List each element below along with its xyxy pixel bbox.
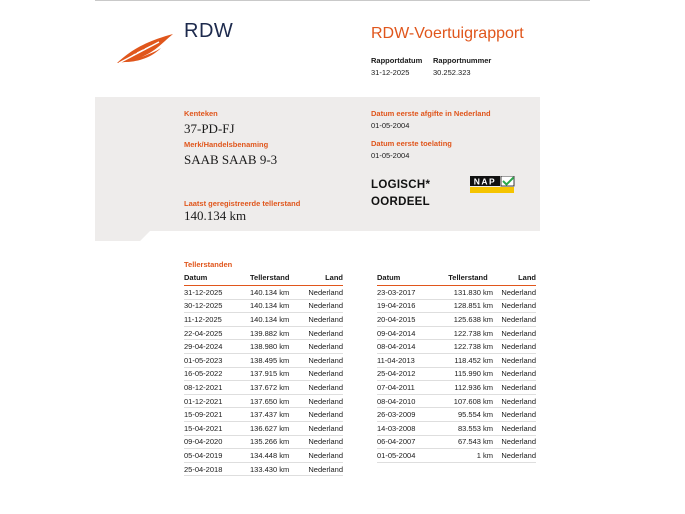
cell-tellerstand: 138.980 km [250, 340, 300, 354]
cell-datum: 07-04-2011 [377, 381, 443, 395]
col-datum: Datum [377, 272, 443, 286]
cell-datum: 29-04-2024 [184, 340, 250, 354]
cell-tellerstand: 137.650 km [250, 394, 300, 408]
first-admission-value: 01-05-2004 [371, 151, 410, 160]
cell-datum: 01-05-2004 [377, 449, 443, 463]
cell-datum: 09-04-2020 [184, 435, 250, 449]
table-row [184, 340, 343, 354]
cell-land: Nederland [493, 394, 536, 408]
cell-tellerstand: 135.266 km [250, 435, 300, 449]
cell-tellerstand: 136.627 km [250, 421, 300, 435]
col-tellerstand: Tellerstand [250, 272, 300, 286]
kenteken-label: Kenteken [184, 109, 218, 118]
cell-datum: 11-04-2013 [377, 353, 443, 367]
table-header-row [184, 272, 343, 286]
cell-land: Nederland [300, 353, 343, 367]
table-row [377, 286, 536, 300]
nap-logo-icon [470, 176, 516, 194]
top-divider [95, 0, 590, 1]
report-date-block [371, 56, 422, 77]
table-row [184, 326, 343, 340]
cell-tellerstand: 115.990 km [443, 367, 493, 381]
cell-land: Nederland [300, 286, 343, 300]
cell-tellerstand: 83.553 km [443, 421, 493, 435]
cell-tellerstand: 95.554 km [443, 408, 493, 422]
table-row [377, 381, 536, 395]
rdw-feather-logo-icon [115, 30, 175, 66]
table-row [184, 286, 343, 300]
cell-land: Nederland [300, 340, 343, 354]
cell-land: Nederland [300, 462, 343, 476]
table-row [184, 394, 343, 408]
table-row [184, 449, 343, 463]
col-tellerstand: Tellerstand [443, 272, 493, 286]
cell-land: Nederland [300, 299, 343, 313]
cell-datum: 22-04-2025 [184, 326, 250, 340]
cell-tellerstand: 128.851 km [443, 299, 493, 313]
table-row [184, 421, 343, 435]
cell-datum: 30-12-2025 [184, 299, 250, 313]
cell-land: Nederland [300, 326, 343, 340]
cell-land: Nederland [300, 381, 343, 395]
cell-datum: 05-04-2019 [184, 449, 250, 463]
cell-land: Nederland [493, 381, 536, 395]
teller-value: 140.134 km [184, 208, 247, 223]
cell-tellerstand: 137.672 km [250, 381, 300, 395]
cell-tellerstand: 137.915 km [250, 367, 300, 381]
first-issue-value: 01-05-2004 [371, 121, 410, 130]
cell-land: Nederland [493, 340, 536, 354]
teller-label: Laatst geregistreerde tellerstand [184, 199, 301, 208]
cell-datum: 20-04-2015 [377, 313, 443, 327]
odometer-table-right [377, 272, 536, 463]
cell-land: Nederland [493, 435, 536, 449]
table-row [377, 353, 536, 367]
cell-land: Nederland [493, 421, 536, 435]
cell-tellerstand: 107.608 km [443, 394, 493, 408]
cell-land: Nederland [493, 449, 536, 463]
cell-datum: 25-04-2012 [377, 367, 443, 381]
cell-tellerstand: 140.134 km [250, 286, 300, 300]
cell-datum: 08-04-2014 [377, 340, 443, 354]
cell-datum: 15-09-2021 [184, 408, 250, 422]
cell-datum: 14-03-2008 [377, 421, 443, 435]
cell-land: Nederland [493, 286, 536, 300]
table-row [377, 435, 536, 449]
cell-land: Nederland [300, 408, 343, 422]
cell-land: Nederland [493, 408, 536, 422]
verdict-line1: LOGISCH* [371, 179, 431, 191]
cell-tellerstand: 138.495 km [250, 353, 300, 367]
cell-tellerstand: 137.437 km [250, 408, 300, 422]
cell-tellerstand: 122.738 km [443, 340, 493, 354]
table-row [377, 394, 536, 408]
cell-land: Nederland [300, 394, 343, 408]
table-row [184, 353, 343, 367]
cell-land: Nederland [300, 435, 343, 449]
cell-datum: 19-04-2016 [377, 299, 443, 313]
brand-name: RDW [184, 20, 234, 42]
col-land: Land [493, 272, 536, 286]
cell-datum: 01-12-2021 [184, 394, 250, 408]
odometer-table-left [184, 272, 343, 476]
col-land: Land [300, 272, 343, 286]
cell-tellerstand: 118.452 km [443, 353, 493, 367]
table-row [184, 313, 343, 327]
cell-tellerstand: 140.134 km [250, 299, 300, 313]
cell-land: Nederland [493, 326, 536, 340]
cell-datum: 23-03-2017 [377, 286, 443, 300]
table-row [377, 367, 536, 381]
cell-tellerstand: 122.738 km [443, 326, 493, 340]
cell-tellerstand: 67.543 km [443, 435, 493, 449]
merk-value: SAAB SAAB 9-3 [184, 152, 278, 167]
table-header-row [377, 272, 536, 286]
cell-datum: 09-04-2014 [377, 326, 443, 340]
cell-land: Nederland [300, 367, 343, 381]
table-row [377, 313, 536, 327]
cell-tellerstand: 112.936 km [443, 381, 493, 395]
cell-land: Nederland [493, 313, 536, 327]
table-row [377, 326, 536, 340]
cell-tellerstand: 133.430 km [250, 462, 300, 476]
nap-logo-text: NAP [473, 176, 497, 187]
cell-tellerstand: 131.830 km [443, 286, 493, 300]
cell-datum: 01-05-2023 [184, 353, 250, 367]
first-issue-label: Datum eerste afgifte in Nederland [371, 109, 491, 118]
cell-land: Nederland [300, 313, 343, 327]
table-row [377, 449, 536, 463]
cell-datum: 06-04-2007 [377, 435, 443, 449]
cell-land: Nederland [493, 299, 536, 313]
table-row [377, 408, 536, 422]
cell-datum: 16-05-2022 [184, 367, 250, 381]
report-date-value: 31-12-2025 [371, 68, 410, 77]
merk-label: Merk/Handelsbenaming [184, 140, 269, 149]
table-row [377, 340, 536, 354]
report-date-label: Rapportdatum [371, 56, 423, 65]
cell-land: Nederland [300, 449, 343, 463]
report-number-value: 30.252.323 [433, 68, 471, 77]
cell-datum: 08-12-2021 [184, 381, 250, 395]
cell-datum: 11-12-2025 [184, 313, 250, 327]
cell-datum: 31-12-2025 [184, 286, 250, 300]
col-datum: Datum [184, 272, 250, 286]
odometer-section-title: Tellerstanden [184, 260, 233, 269]
table-row [377, 299, 536, 313]
cell-datum: 08-04-2010 [377, 394, 443, 408]
report-number-label: Rapportnummer [433, 56, 492, 65]
cell-datum: 15-04-2021 [184, 421, 250, 435]
table-row [184, 381, 343, 395]
cell-land: Nederland [300, 421, 343, 435]
cell-tellerstand: 1 km [443, 449, 493, 463]
verdict-line2: OORDEEL [371, 196, 430, 208]
first-admission-label: Datum eerste toelating [371, 139, 452, 148]
table-row [377, 421, 536, 435]
cell-datum: 26-03-2009 [377, 408, 443, 422]
report-title: RDW-Voertuigrapport [371, 25, 524, 42]
table-row [184, 435, 343, 449]
report-number-block [433, 56, 491, 77]
table-row [184, 462, 343, 476]
table-row [184, 367, 343, 381]
cell-tellerstand: 125.638 km [443, 313, 493, 327]
table-row [184, 408, 343, 422]
table-row [184, 299, 343, 313]
cell-tellerstand: 140.134 km [250, 313, 300, 327]
cell-land: Nederland [493, 367, 536, 381]
kenteken-value: 37-PD-FJ [184, 121, 235, 136]
panel-tab [95, 231, 150, 241]
cell-tellerstand: 134.448 km [250, 449, 300, 463]
cell-land: Nederland [493, 353, 536, 367]
cell-tellerstand: 139.882 km [250, 326, 300, 340]
cell-datum: 25-04-2018 [184, 462, 250, 476]
